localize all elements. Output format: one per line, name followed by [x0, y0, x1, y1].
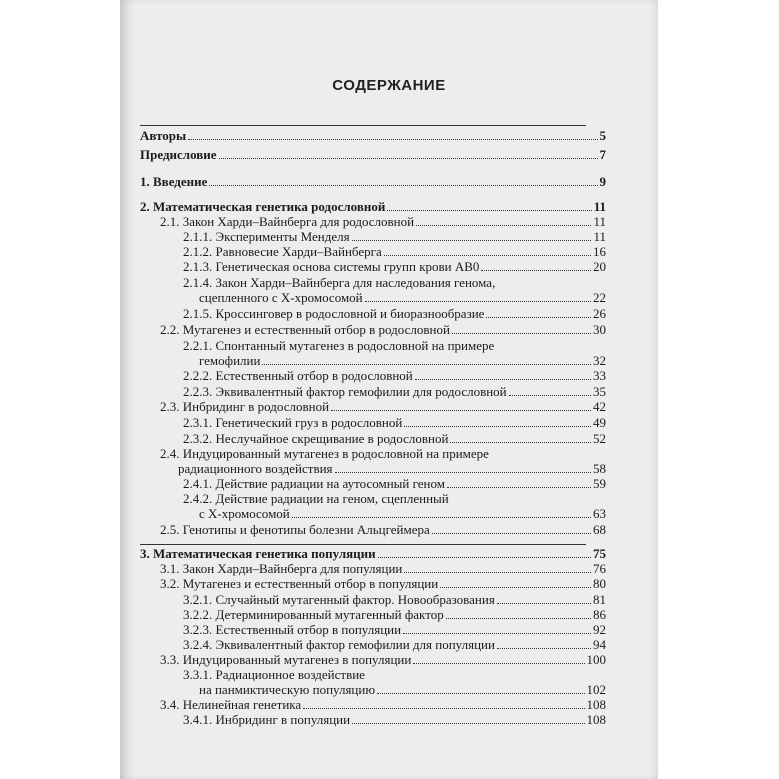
toc-leader-dots	[292, 517, 591, 518]
toc-leader-dots	[432, 533, 591, 534]
toc-leader-dots	[262, 364, 591, 365]
toc-leader-dots	[377, 693, 584, 694]
toc-entry-chapter-3	[140, 546, 606, 561]
toc-entry-2-3-2	[183, 431, 606, 446]
toc-leader-dots	[303, 708, 584, 709]
toc-entry-label: сцепленного с X-хромосомой	[199, 290, 363, 305]
toc-entry-label: 1. Введение	[140, 174, 208, 189]
toc-page-number: 100	[586, 652, 606, 667]
toc-page-number: 20	[593, 259, 606, 274]
toc-page-number: 42	[593, 399, 606, 414]
toc-leader-dots	[452, 333, 591, 334]
toc-page-number: 32	[593, 353, 606, 368]
page-title: СОДЕРЖАНИЕ	[332, 77, 446, 94]
toc-entry-label: 2.3.1. Генетический груз в родословной	[183, 415, 403, 430]
toc-page-number: 108	[586, 712, 606, 727]
toc-page-number: 30	[593, 322, 606, 337]
toc-page-number: 81	[593, 592, 606, 607]
toc-entry-label: с X-хромосомой	[199, 506, 290, 521]
toc-entry-3-4	[160, 697, 606, 712]
toc-entry-2-2	[160, 322, 606, 337]
toc-leader-dots	[188, 139, 597, 140]
toc-page-number: 7	[599, 147, 606, 162]
toc-entry-2-4-2	[199, 506, 606, 521]
toc-entry-2-2-1	[199, 353, 606, 368]
toc-entry-label: 2.3.2. Неслучайное скрещивание в родословной	[183, 431, 449, 446]
toc-leader-dots	[331, 410, 591, 411]
toc-entry-label: 3.2. Мутагенез и естественный отбор в популяции	[160, 576, 439, 591]
toc-entry-intro	[140, 174, 606, 189]
toc-page-number: 22	[593, 290, 606, 305]
toc-entry-2-1	[160, 214, 606, 229]
toc-leader-dots	[413, 663, 584, 664]
toc-entry-2-4-2-line1: 2.4.2. Действие радиации на геном, сцепленный	[183, 491, 449, 506]
toc-leader-dots	[497, 603, 591, 604]
toc-leader-dots	[486, 317, 591, 318]
toc-leader-dots	[335, 472, 591, 473]
toc-page-number: 35	[593, 384, 606, 399]
toc-entry-label: 3.2.2. Детерминированный мутагенный фактор	[183, 607, 444, 622]
toc-entry-label: 3.1. Закон Харди–Вайнберга для популяции	[160, 561, 403, 576]
toc-entry-3-2-4	[183, 637, 606, 652]
toc-entry-2-4-1	[183, 476, 606, 491]
toc-entry-authors	[140, 128, 606, 143]
toc-leader-dots	[219, 158, 598, 159]
toc-leader-dots	[209, 185, 597, 186]
toc-page-number: 102	[586, 682, 606, 697]
toc-page-number: 76	[593, 561, 606, 576]
toc-page-number: 49	[593, 415, 606, 430]
toc-entry-label: 2. Математическая генетика родословной	[140, 199, 386, 214]
toc-page-number: 58	[593, 461, 606, 476]
toc-entry-3-3	[160, 652, 606, 667]
toc-entry-label: 2.3. Инбридинг в родословной	[160, 399, 330, 414]
toc-entry-chapter-2	[140, 199, 606, 214]
toc-entry-label: радиационного воздействия	[178, 461, 333, 476]
toc-leader-dots	[440, 587, 591, 588]
toc-entry-2-3-1	[183, 415, 606, 430]
toc-entry-label: 2.4.1. Действие радиации на аутосомный геном	[183, 476, 445, 491]
toc-entry-label: на панмиктическую популяцию	[199, 682, 376, 697]
toc-entry-2-1-2	[183, 244, 606, 259]
toc-leader-dots	[450, 442, 591, 443]
toc-page-number: 33	[593, 368, 606, 383]
toc-leader-dots	[378, 557, 591, 558]
toc-leader-dots	[404, 572, 591, 573]
toc-entry-label: 2.1.3. Генетическая основа системы групп крови АВ0	[183, 259, 480, 274]
toc-leader-dots	[365, 301, 591, 302]
toc-leader-dots	[387, 210, 591, 211]
toc-entry-2-5	[160, 522, 606, 537]
toc-entry-label: Авторы	[140, 128, 187, 143]
toc-leader-dots	[447, 487, 591, 488]
table-of-contents	[120, 0, 658, 779]
toc-leader-dots	[416, 225, 591, 226]
toc-page-number: 86	[593, 607, 606, 622]
toc-page-number: 63	[593, 506, 606, 521]
toc-entry-label: гемофилии	[199, 353, 261, 368]
toc-leader-dots	[404, 426, 591, 427]
toc-entry-2-1-5	[183, 306, 606, 321]
toc-entry-label: 2.2. Мутагенез и естественный отбор в родословной	[160, 322, 450, 337]
toc-entry-label: 3.2.1. Случайный мутагенный фактор. Новообразования	[183, 592, 495, 607]
toc-page-number: 59	[593, 476, 606, 491]
toc-entry-3-2-2	[183, 607, 606, 622]
toc-page-number: 9	[599, 174, 606, 189]
toc-entry-label: 3.2.3. Естественный отбор в популяции	[183, 622, 402, 637]
toc-entry-2-1-3	[183, 259, 606, 274]
toc-page-number: 94	[593, 637, 606, 652]
toc-entry-2-4	[178, 461, 606, 476]
toc-entry-label: 3.2.4. Эквивалентный фактор гемофилии для популяции	[183, 637, 495, 652]
toc-entry-label: 3. Математическая генетика популяции	[140, 546, 376, 561]
toc-page-number: 11	[593, 199, 606, 214]
toc-entry-2-2-2	[183, 368, 606, 383]
toc-page-number: 108	[586, 697, 606, 712]
toc-entry-label: 2.1.5. Кроссинговер в родословной и биоразнообразие	[183, 306, 485, 321]
toc-leader-dots	[497, 648, 591, 649]
toc-page-number: 52	[593, 431, 606, 446]
toc-entry-2-3	[160, 399, 606, 414]
toc-leader-dots	[352, 240, 592, 241]
toc-page-number: 80	[593, 576, 606, 591]
toc-leader-dots	[352, 723, 584, 724]
toc-entry-3-2-3	[183, 622, 606, 637]
toc-entry-2-1-4	[199, 290, 606, 305]
toc-leader-dots	[509, 395, 591, 396]
toc-page-number: 16	[593, 244, 606, 259]
toc-page-number: 92	[593, 622, 606, 637]
toc-entry-label: 2.1.2. Равновесие Харди–Вайнберга	[183, 244, 382, 259]
toc-entry-label: 3.4.1. Инбридинг в популяции	[183, 712, 351, 727]
toc-leader-dots	[446, 618, 591, 619]
toc-leader-dots	[481, 270, 591, 271]
toc-entry-label: 2.1. Закон Харди–Вайнберга для родословной	[160, 214, 415, 229]
toc-entry-2-1-1	[183, 229, 606, 244]
toc-page-number: 11	[593, 229, 606, 244]
toc-entry-3-3-1	[199, 682, 606, 697]
toc-page-number: 26	[593, 306, 606, 321]
toc-entry-label: 2.2.3. Эквивалентный фактор гемофилии для родословной	[183, 384, 507, 399]
toc-leader-dots	[415, 379, 591, 380]
toc-entry-label: Предисловие	[140, 147, 217, 162]
toc-entry-3-4-1	[183, 712, 606, 727]
toc-leader-dots	[403, 633, 591, 634]
toc-entry-preface	[140, 147, 606, 162]
toc-entry-2-1-4-line1: 2.1.4. Закон Харди–Вайнберга для наследования генома,	[183, 275, 496, 290]
toc-entry-2-2-3	[183, 384, 606, 399]
toc-page-number: 5	[599, 128, 606, 143]
toc-page-number: 11	[593, 214, 606, 229]
toc-page-number: 75	[593, 546, 606, 561]
toc-leader-dots	[384, 255, 591, 256]
toc-entry-2-4-line1: 2.4. Индуцированный мутагенез в родословной на примере	[160, 446, 489, 461]
toc-entry-3-2	[160, 576, 606, 591]
toc-entry-label: 2.1.1. Эксперименты Менделя	[183, 229, 350, 244]
toc-page-number: 68	[593, 522, 606, 537]
toc-entry-3-2-1	[183, 592, 606, 607]
toc-entry-label: 2.2.2. Естественный отбор в родословной	[183, 368, 413, 383]
toc-entry-label: 3.4. Нелинейная генетика	[160, 697, 302, 712]
toc-entry-3-1	[160, 561, 606, 576]
toc-entry-3-3-1-line1: 3.3.1. Радиационное воздействие	[183, 667, 365, 682]
toc-entry-2-2-1-line1: 2.2.1. Спонтанный мутагенез в родословной на примере	[183, 338, 495, 353]
book-page	[120, 0, 658, 779]
toc-entry-label: 2.5. Генотипы и фенотипы болезни Альцгеймера	[160, 522, 430, 537]
toc-entry-label: 3.3. Индуцированный мутагенез в популяции	[160, 652, 412, 667]
